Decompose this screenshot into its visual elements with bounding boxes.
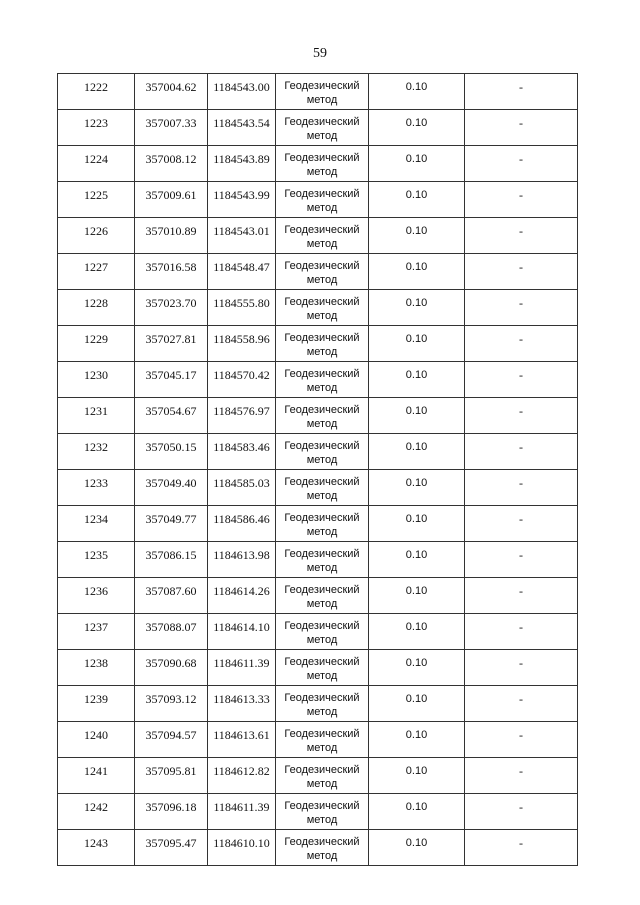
y-coordinate-cell: [208, 542, 276, 578]
accuracy-cell-value: 0.10: [405, 513, 428, 525]
point-number-cell-value: 1229: [84, 332, 108, 346]
y-coordinate-cell-value: 1184610.10: [213, 836, 270, 850]
point-number-cell-value: 1231: [84, 404, 108, 418]
accuracy-cell: [369, 758, 465, 794]
method-cell-value: Геодезический метод: [284, 404, 360, 430]
table-row: [58, 218, 578, 254]
y-coordinate-cell: [208, 110, 276, 146]
x-coordinate-cell: [135, 254, 208, 290]
accuracy-cell: [369, 722, 465, 758]
accuracy-cell: [369, 578, 465, 614]
accuracy-cell: [369, 290, 465, 326]
point-number-cell-value: 1235: [84, 548, 108, 562]
x-coordinate-cell-value: 357090.68: [145, 656, 197, 670]
y-coordinate-cell-value: 1184555.80: [213, 296, 270, 310]
point-number-cell-value: 1238: [84, 656, 108, 670]
point-number-cell-value: 1240: [84, 728, 108, 742]
y-coordinate-cell: [208, 758, 276, 794]
note-cell: [465, 542, 578, 578]
y-coordinate-cell-value: 1184611.39: [213, 800, 270, 814]
method-cell-value: Геодезический метод: [284, 188, 360, 214]
point-number-cell-value: 1234: [84, 512, 108, 526]
table-row: [58, 578, 578, 614]
accuracy-cell: [369, 218, 465, 254]
y-coordinate-cell: [208, 794, 276, 830]
method-cell: [276, 686, 369, 722]
accuracy-cell-value: 0.10: [405, 801, 428, 813]
note-cell-value: -: [519, 152, 523, 166]
note-cell: [465, 146, 578, 182]
accuracy-cell-value: 0.10: [405, 693, 428, 705]
x-coordinate-cell-value: 357045.17: [145, 368, 197, 382]
page-number: 59: [313, 46, 327, 61]
note-cell: [465, 110, 578, 146]
method-cell: [276, 506, 369, 542]
point-number-cell-value: 1243: [84, 836, 108, 850]
note-cell-value: -: [519, 656, 523, 670]
accuracy-cell-value: 0.10: [405, 153, 428, 165]
y-coordinate-cell: [208, 218, 276, 254]
method-cell: [276, 542, 369, 578]
accuracy-cell-value: 0.10: [405, 657, 428, 669]
table-row: [58, 434, 578, 470]
method-cell: [276, 830, 369, 866]
y-coordinate-cell-value: 1184543.89: [213, 152, 270, 166]
accuracy-cell-value: 0.10: [405, 729, 428, 741]
y-coordinate-cell-value: 1184613.61: [213, 728, 270, 742]
accuracy-cell-value: 0.10: [405, 225, 428, 237]
note-cell-value: -: [519, 512, 523, 526]
note-cell: [465, 398, 578, 434]
point-number-cell: [58, 614, 135, 650]
point-number-cell-value: 1230: [84, 368, 108, 382]
point-number-cell: [58, 578, 135, 614]
point-number-cell: [58, 470, 135, 506]
table-row: [58, 506, 578, 542]
accuracy-cell-value: 0.10: [405, 549, 428, 561]
table-row: [58, 722, 578, 758]
x-coordinate-cell-value: 357009.61: [145, 188, 197, 202]
x-coordinate-cell: [135, 398, 208, 434]
x-coordinate-cell-value: 357016.58: [145, 260, 197, 274]
table-row: [58, 470, 578, 506]
method-cell-value: Геодезический метод: [284, 728, 360, 754]
y-coordinate-cell-value: 1184543.54: [213, 116, 270, 130]
method-cell: [276, 326, 369, 362]
y-coordinate-cell: [208, 578, 276, 614]
x-coordinate-cell-value: 357004.62: [145, 80, 197, 94]
coordinates-table-body: [58, 74, 578, 866]
note-cell-value: -: [519, 80, 523, 94]
x-coordinate-cell-value: 357049.77: [145, 512, 197, 526]
x-coordinate-cell: [135, 74, 208, 110]
point-number-cell: [58, 650, 135, 686]
x-coordinate-cell-value: 357094.57: [145, 728, 197, 742]
point-number-cell-value: 1232: [84, 440, 108, 454]
note-cell: [465, 830, 578, 866]
note-cell: [465, 506, 578, 542]
method-cell: [276, 794, 369, 830]
y-coordinate-cell: [208, 182, 276, 218]
method-cell: [276, 434, 369, 470]
x-coordinate-cell-value: 357007.33: [145, 116, 197, 130]
method-cell: [276, 614, 369, 650]
point-number-cell: [58, 686, 135, 722]
note-cell: [465, 182, 578, 218]
accuracy-cell: [369, 434, 465, 470]
x-coordinate-cell: [135, 686, 208, 722]
accuracy-cell-value: 0.10: [405, 441, 428, 453]
point-number-cell: [58, 290, 135, 326]
x-coordinate-cell: [135, 470, 208, 506]
note-cell: [465, 74, 578, 110]
table-row: [58, 758, 578, 794]
x-coordinate-cell-value: 357093.12: [145, 692, 197, 706]
y-coordinate-cell-value: 1184614.26: [213, 584, 270, 598]
x-coordinate-cell: [135, 758, 208, 794]
point-number-cell-value: 1228: [84, 296, 108, 310]
y-coordinate-cell-value: 1184558.96: [213, 332, 270, 346]
point-number-cell-value: 1236: [84, 584, 108, 598]
accuracy-cell-value: 0.10: [405, 837, 428, 849]
method-cell-value: Геодезический метод: [284, 296, 360, 322]
note-cell: [465, 650, 578, 686]
point-number-cell-value: 1223: [84, 116, 108, 130]
note-cell: [465, 614, 578, 650]
accuracy-cell-value: 0.10: [405, 621, 428, 633]
y-coordinate-cell-value: 1184543.01: [213, 224, 270, 238]
x-coordinate-cell: [135, 290, 208, 326]
y-coordinate-cell: [208, 686, 276, 722]
x-coordinate-cell: [135, 182, 208, 218]
x-coordinate-cell-value: 357096.18: [145, 800, 197, 814]
point-number-cell-value: 1225: [84, 188, 108, 202]
accuracy-cell-value: 0.10: [405, 765, 428, 777]
point-number-cell-value: 1237: [84, 620, 108, 634]
x-coordinate-cell-value: 357086.15: [145, 548, 197, 562]
note-cell-value: -: [519, 476, 523, 490]
method-cell: [276, 362, 369, 398]
method-cell-value: Геодезический метод: [284, 80, 360, 106]
point-number-cell: [58, 74, 135, 110]
point-number-cell-value: 1241: [84, 764, 108, 778]
y-coordinate-cell: [208, 506, 276, 542]
accuracy-cell: [369, 614, 465, 650]
accuracy-cell: [369, 542, 465, 578]
accuracy-cell-value: 0.10: [405, 297, 428, 309]
y-coordinate-cell: [208, 470, 276, 506]
x-coordinate-cell: [135, 722, 208, 758]
note-cell-value: -: [519, 332, 523, 346]
note-cell: [465, 686, 578, 722]
x-coordinate-cell: [135, 650, 208, 686]
point-number-cell-value: 1224: [84, 152, 108, 166]
method-cell: [276, 74, 369, 110]
table-row: [58, 74, 578, 110]
accuracy-cell-value: 0.10: [405, 261, 428, 273]
note-cell: [465, 362, 578, 398]
y-coordinate-cell: [208, 254, 276, 290]
x-coordinate-cell: [135, 578, 208, 614]
note-cell: [465, 470, 578, 506]
note-cell-value: -: [519, 296, 523, 310]
x-coordinate-cell-value: 357088.07: [145, 620, 197, 634]
note-cell: [465, 434, 578, 470]
accuracy-cell: [369, 398, 465, 434]
note-cell: [465, 578, 578, 614]
accuracy-cell-value: 0.10: [405, 477, 428, 489]
accuracy-cell: [369, 254, 465, 290]
note-cell: [465, 794, 578, 830]
x-coordinate-cell-value: 357095.47: [145, 836, 197, 850]
point-number-cell-value: 1226: [84, 224, 108, 238]
y-coordinate-cell: [208, 74, 276, 110]
note-cell-value: -: [519, 836, 523, 850]
point-number-cell-value: 1239: [84, 692, 108, 706]
note-cell-value: -: [519, 800, 523, 814]
method-cell: [276, 182, 369, 218]
y-coordinate-cell-value: 1184583.46: [213, 440, 270, 454]
table-row: [58, 254, 578, 290]
point-number-cell-value: 1227: [84, 260, 108, 274]
method-cell: [276, 290, 369, 326]
method-cell-value: Геодезический метод: [284, 224, 360, 250]
x-coordinate-cell: [135, 110, 208, 146]
note-cell: [465, 218, 578, 254]
point-number-cell: [58, 398, 135, 434]
accuracy-cell: [369, 794, 465, 830]
note-cell-value: -: [519, 620, 523, 634]
point-number-cell: [58, 758, 135, 794]
point-number-cell: [58, 362, 135, 398]
y-coordinate-cell: [208, 722, 276, 758]
y-coordinate-cell-value: 1184543.00: [213, 80, 270, 94]
point-number-cell: [58, 722, 135, 758]
point-number-cell: [58, 326, 135, 362]
x-coordinate-cell: [135, 542, 208, 578]
point-number-cell: [58, 794, 135, 830]
x-coordinate-cell: [135, 830, 208, 866]
y-coordinate-cell: [208, 362, 276, 398]
accuracy-cell-value: 0.10: [405, 585, 428, 597]
y-coordinate-cell: [208, 650, 276, 686]
x-coordinate-cell: [135, 362, 208, 398]
x-coordinate-cell-value: 357027.81: [145, 332, 197, 346]
point-number-cell: [58, 542, 135, 578]
accuracy-cell: [369, 110, 465, 146]
x-coordinate-cell: [135, 506, 208, 542]
x-coordinate-cell-value: 357050.15: [145, 440, 197, 454]
accuracy-cell-value: 0.10: [405, 81, 428, 93]
method-cell-value: Геодезический метод: [284, 440, 360, 466]
y-coordinate-cell-value: 1184612.82: [213, 764, 270, 778]
y-coordinate-cell-value: 1184611.39: [213, 656, 270, 670]
method-cell: [276, 470, 369, 506]
accuracy-cell: [369, 686, 465, 722]
method-cell-value: Геодезический метод: [284, 152, 360, 178]
table-row: [58, 542, 578, 578]
point-number-cell: [58, 146, 135, 182]
point-number-cell: [58, 830, 135, 866]
note-cell-value: -: [519, 368, 523, 382]
x-coordinate-cell: [135, 434, 208, 470]
x-coordinate-cell: [135, 146, 208, 182]
note-cell-value: -: [519, 260, 523, 274]
table-row: [58, 830, 578, 866]
note-cell-value: -: [519, 116, 523, 130]
accuracy-cell: [369, 362, 465, 398]
y-coordinate-cell-value: 1184543.99: [213, 188, 270, 202]
method-cell: [276, 758, 369, 794]
x-coordinate-cell: [135, 794, 208, 830]
note-cell: [465, 758, 578, 794]
note-cell-value: -: [519, 404, 523, 418]
method-cell-value: Геодезический метод: [284, 368, 360, 394]
y-coordinate-cell-value: 1184585.03: [213, 476, 270, 490]
y-coordinate-cell-value: 1184586.46: [213, 512, 270, 526]
note-cell-value: -: [519, 440, 523, 454]
method-cell-value: Геодезический метод: [284, 548, 360, 574]
y-coordinate-cell: [208, 290, 276, 326]
table-row: [58, 650, 578, 686]
table-row: [58, 398, 578, 434]
method-cell: [276, 398, 369, 434]
y-coordinate-cell: [208, 146, 276, 182]
accuracy-cell: [369, 650, 465, 686]
method-cell: [276, 722, 369, 758]
method-cell: [276, 218, 369, 254]
method-cell: [276, 578, 369, 614]
x-coordinate-cell-value: 357010.89: [145, 224, 197, 238]
accuracy-cell-value: 0.10: [405, 117, 428, 129]
method-cell-value: Геодезический метод: [284, 260, 360, 286]
table-row: [58, 686, 578, 722]
accuracy-cell: [369, 506, 465, 542]
x-coordinate-cell-value: 357049.40: [145, 476, 197, 490]
table-row: [58, 614, 578, 650]
point-number-cell: [58, 434, 135, 470]
y-coordinate-cell: [208, 830, 276, 866]
x-coordinate-cell: [135, 218, 208, 254]
method-cell-value: Геодезический метод: [284, 476, 360, 502]
note-cell: [465, 326, 578, 362]
method-cell-value: Геодезический метод: [284, 584, 360, 610]
y-coordinate-cell: [208, 398, 276, 434]
point-number-cell-value: 1242: [84, 800, 108, 814]
point-number-cell: [58, 218, 135, 254]
y-coordinate-cell: [208, 326, 276, 362]
y-coordinate-cell: [208, 614, 276, 650]
note-cell-value: -: [519, 728, 523, 742]
method-cell-value: Геодезический метод: [284, 620, 360, 646]
method-cell-value: Геодезический метод: [284, 332, 360, 358]
note-cell-value: -: [519, 764, 523, 778]
method-cell: [276, 254, 369, 290]
note-cell-value: -: [519, 692, 523, 706]
point-number-cell-value: 1233: [84, 476, 108, 490]
x-coordinate-cell: [135, 614, 208, 650]
accuracy-cell: [369, 470, 465, 506]
y-coordinate-cell-value: 1184613.33: [213, 692, 270, 706]
y-coordinate-cell-value: 1184548.47: [213, 260, 270, 274]
y-coordinate-cell-value: 1184613.98: [213, 548, 270, 562]
table-row: [58, 290, 578, 326]
x-coordinate-cell-value: 357087.60: [145, 584, 197, 598]
x-coordinate-cell-value: 357023.70: [145, 296, 197, 310]
note-cell-value: -: [519, 548, 523, 562]
y-coordinate-cell-value: 1184570.42: [213, 368, 270, 382]
coordinates-table: [57, 73, 578, 866]
method-cell-value: Геодезический метод: [284, 692, 360, 718]
accuracy-cell: [369, 182, 465, 218]
table-row: [58, 182, 578, 218]
method-cell: [276, 650, 369, 686]
accuracy-cell: [369, 74, 465, 110]
accuracy-cell-value: 0.10: [405, 369, 428, 381]
y-coordinate-cell-value: 1184576.97: [213, 404, 270, 418]
note-cell: [465, 254, 578, 290]
accuracy-cell: [369, 326, 465, 362]
x-coordinate-cell: [135, 326, 208, 362]
table-row: [58, 794, 578, 830]
table-row: [58, 146, 578, 182]
y-coordinate-cell-value: 1184614.10: [213, 620, 270, 634]
method-cell-value: Геодезический метод: [284, 800, 360, 826]
x-coordinate-cell-value: 357054.67: [145, 404, 197, 418]
table-row: [58, 110, 578, 146]
method-cell-value: Геодезический метод: [284, 764, 360, 790]
accuracy-cell-value: 0.10: [405, 333, 428, 345]
accuracy-cell-value: 0.10: [405, 405, 428, 417]
point-number-cell: [58, 182, 135, 218]
note-cell-value: -: [519, 188, 523, 202]
x-coordinate-cell-value: 357008.12: [145, 152, 197, 166]
accuracy-cell: [369, 146, 465, 182]
table-row: [58, 326, 578, 362]
note-cell-value: -: [519, 224, 523, 238]
method-cell-value: Геодезический метод: [284, 512, 360, 538]
note-cell-value: -: [519, 584, 523, 598]
accuracy-cell-value: 0.10: [405, 189, 428, 201]
method-cell: [276, 110, 369, 146]
method-cell-value: Геодезический метод: [284, 116, 360, 142]
x-coordinate-cell-value: 357095.81: [145, 764, 197, 778]
method-cell: [276, 146, 369, 182]
note-cell: [465, 290, 578, 326]
point-number-cell: [58, 254, 135, 290]
method-cell-value: Геодезический метод: [284, 836, 360, 862]
y-coordinate-cell: [208, 434, 276, 470]
point-number-cell: [58, 506, 135, 542]
method-cell-value: Геодезический метод: [284, 656, 360, 682]
point-number-cell-value: 1222: [84, 80, 108, 94]
note-cell: [465, 722, 578, 758]
table-row: [58, 362, 578, 398]
point-number-cell: [58, 110, 135, 146]
accuracy-cell: [369, 830, 465, 866]
